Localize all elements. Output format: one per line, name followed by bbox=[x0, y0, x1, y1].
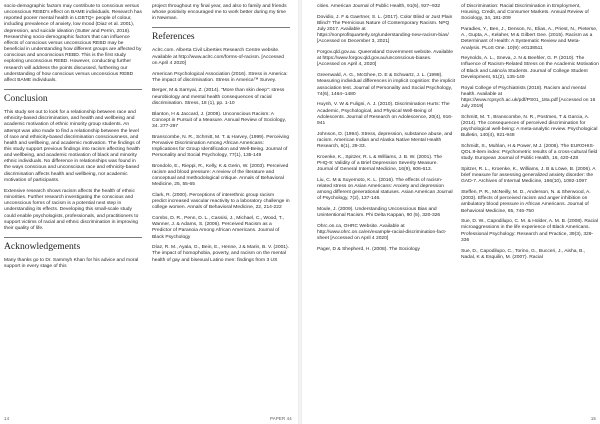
acknowledgements-continued: project throughout my final year, and also to family and friends whose positivity encouraged me to work better during my time in Newman. bbox=[152, 4, 287, 22]
reference-entry: American Psychological Association (2016). Stress in America: The impact of discrimination. Stress in America™ Survey. bbox=[152, 71, 288, 83]
acknowledgements-text: Many thanks go to Dr. Sammyh Khan for his advice and moral support in every stage of this bbox=[4, 258, 139, 270]
reference-entry: Forgov.qld.gov.au. Queensland Government website. Available at https://www.forgov.qld.gov.au/unconscious-biases. [Accessed on April 4, 2020] bbox=[317, 50, 453, 68]
reference-entry: Combs, D. R., Penn, D. L., Cassisi, J., Michael, C., Wood, T., Wanner, J. & Adams, S. (2006). Perceived Racism as a Predictor of Paranoia Among African Americans. Journal of Black Psychology bbox=[152, 216, 284, 240]
reference-entry: Royal College of Psychiatrists (2018). Racism and mental health. Available at https://www.rcpsych.ac.uk/pdf/PS01_18a.pdf [Accessed on 16 July 2019] bbox=[461, 85, 596, 109]
reference-entry: of Discrimination: Racial Discrimination in Employment, Housing, Credit, and Consumer Markets. Annual Review of Sociology, 34, 181-209 bbox=[461, 4, 589, 22]
reference-entry: Schmidt, S., Muhlan, H & Power, M.J. (2006). The EUROHIS-QOL 8-item index: Psychometric results of a cross-cultural field study. European Journal of Public Health, 16, 420-428 bbox=[461, 143, 598, 162]
page-number: 14 bbox=[4, 416, 10, 421]
reference-entry: Branscombe, N. R., Schmitt, M. T. & Harvey, (1999). Perceiving Pervasive Discrimination Among African Americans: Implications for Group Identification and Well-Being. Journal of Personality and Social Psychology, 77(1), 135-149 bbox=[152, 134, 290, 159]
reference-entry: Moule, J. (2009). Understanding Unconscious Bias and Unintentional Racism. Phi Delta Kappan, 90 (5), 320-326 bbox=[317, 206, 441, 219]
reference-entry: Berger, M & Sarnyai, Z. (2014). “More than skin deep”: stress neurobiology and mental health consequences of racial discrimination. Stress, 18 (1), pp. 1-10 bbox=[152, 88, 285, 106]
running-footer: PAPER 44 bbox=[270, 416, 292, 421]
reference-entry: cities. American Journal of Public Health, 91(6), 927–932 bbox=[317, 4, 441, 9]
reference-entry: Huynh, V. W & Fuligni, A. J. (2010). Discrimination Hurts: The Academic, Psychological, and Physical Well-Being of Adolescents. Journal of Research on Adolescence, 20(4), 916-941 bbox=[317, 102, 453, 126]
left-column bbox=[4, 4, 142, 275]
reference-entry: Greenwald, A. G., McGhee, D. E & Schwartz, J. L. (1998). Measuring individual differences in implicit cognition: the implicit association test. Journal of Personality and Social Psychology, 74(6), 1464–1480 bbox=[317, 73, 456, 97]
section-divider bbox=[4, 89, 142, 90]
reference-entry: Sue, D., Capodilupo, C., Torino, G., Bucceri, J., Aisha, B., Nadal, K & Esquilin, M. (2007). Racial bbox=[461, 248, 586, 260]
right-column bbox=[152, 4, 290, 268]
left-column bbox=[317, 4, 455, 258]
reference-entry: Pager, D & Shepherd, H. (2008). The Sociology bbox=[317, 246, 420, 252]
references-heading: References bbox=[152, 31, 195, 43]
reference-list bbox=[461, 4, 599, 261]
section-divider bbox=[152, 27, 290, 28]
reference-entry: Johnson, D. (1994). Stress, depression, substance abuse, and racism. American Indian and Alaska Native Mental Health Research, 6(1), 29-33. bbox=[317, 131, 453, 149]
reference-entry: Reynolds, A. L., Sneva, J. N & Beehler, G. P. (2010). The Influence of Racism-Related Stress on the Academic Motivation of Black and Latino/a Students. Journal of College Student Development, 51(2), 135-149 bbox=[461, 56, 599, 80]
reference-entry: Sue, D. W., Capodilupo, C. M. & Holder, A. M. B. (2008). Racial microaggressions in the life experience of Black Americans. Professional Psychology: Research and Practice, 39(3), 329-336 bbox=[461, 219, 598, 243]
reference-entry: Díaz, R. M., Ayala, G., Bein, E., Henne, J & Marin, B. V. (2001). The impact of homophobia, poverty, and racism on the mental health of gay and bisexual Latino men: findings from 3 US bbox=[152, 245, 289, 263]
acknowledgements-heading: Acknowledgements bbox=[4, 241, 81, 252]
reference-entry: Spitzer, R. L., Kroenke, K., Williams, J. B & Löwe, B. (2006). A brief measure for assessing generalized anxiety disorder: the GAD-7. Archives of Internal Medicine, 166(10), 1092-1097 bbox=[461, 167, 596, 185]
reference-entry: Paradies, Y., Ben, J., Denson, N., Elias, A., Priest, N., Pieterse, A., Gupta, A., Kelaher, M & Gilbert Gee. (2015). Racism as a Determinant of Health: A Systematic Review and Meta-Analysis. PLoS One. 10(9): e0138511 bbox=[461, 27, 598, 51]
reference-entry: Schmitt, M. T., Branscombe, N. R., Postmes, T & Garcia, A. (2014). The consequences of perceived discrimination for psychological well-being: A meta-analytic review. Psychological Bulletin, 140(4), 921-948 bbox=[461, 114, 598, 139]
page-number: 15 bbox=[590, 416, 596, 421]
intro-paragraph: socio-demographic factors may contribute to conscious versus unconscious REBD’s effect on BAME individuals. Research has reported poorer mental health in LGBTQ+ people of colour, including prevalence of anxiety, low mood (Diaz et al. 2001), depression, and suicide ideation (Sutter and Perrin, 2016). Researching socio-demographic factors that can influence effects of conscious versus unconscious REBD may be beneficial in understanding how different groups are affected by conscious and unconscious REBD. This is the first study exploring unconscious REBD. However, conducting further research will address the points discussed, furthering our understanding of how conscious versus unconscious REBD affect BAME individuals. bbox=[4, 4, 142, 83]
left-page bbox=[0, 0, 298, 424]
reference-entry: Aclrc.com. Alberta Civil Liberties Research Centre website. Available at http://www.aclrc.com/forms-of-racism. [Accessed on April 4 2020] bbox=[152, 48, 284, 66]
reference-list bbox=[317, 4, 455, 253]
section-divider bbox=[4, 237, 142, 238]
reference-entry: Dovidio, J. F & Gaertner, S. L. (2017). Color Blind or Just Plain Blind? The Pernicious Nature of Contemporary Racism. NPQ July 2017. Available at https://nonprofitquarterly.org/understanding-new-racism-bias/ [Accessed on December 3, 2021] bbox=[317, 14, 453, 45]
reference-list bbox=[152, 48, 290, 263]
conclusion-paragraph: This study set out to look for a relationship between race and ethnicity-based discrimination, and health and wellbeing and academic motivation of ethnic minority group students. An attempt was also made to find a relationship between the level of race and ethnicity-based discrimination consciousness, and health and wellbeing, and academic motivation. The findings of this study support previous findings into racism affecting health and wellbeing, and academic motivation of black and minority ethnic individuals. No difference in relationships was found in the ways conscious and unconscious race and ethnicity-based discrimination affects health and wellbeing, nor academic motivation of participants. bbox=[4, 110, 141, 183]
reference-entry: Clark, R. (2000). Perceptions of interethnic group racism predict increased vascular reactivity to a laboratory challenge in college women. Annals of Behavioral Medicine, 22, 214-222 bbox=[152, 193, 290, 211]
reference-entry: Steffen, P. R., McNeilly, M. D., Anderson, N. & Sherwood, A. (2003). Effects of perceived racism and anger inhibition on ambulatory blood pressure in African Americans. Journal of Behavioral Medicine, 65, 746-750 bbox=[461, 190, 591, 214]
conclusion-paragraph: Extensive research shows racism affects the health of ethnic minorities. Further research investigating the conscious and unconscious forms of racism is a potential next step in understanding its effects. Developing this small-scale study could enable psychologists, professionals, and practitioners to support victims of racial and ethnic discrimination in improving their quality of life. bbox=[4, 188, 139, 231]
conclusion-heading: Conclusion bbox=[4, 93, 48, 105]
right-page bbox=[302, 0, 600, 424]
reference-entry: Kroenke, K., Spitzer, R. L & Williams, J. B. W. (2001). The PHQ-9: Validity of a Brief Depression Severity Measure. Journal of General Internal Medicine, 16(9), 606-613. bbox=[317, 154, 443, 172]
reference-entry: Liu, C. M & Suyemoto, K. L. (2016). The effects of racism-related stress on Asian Americans: Anxiety and depression among different generational statuses. Asian American Journal of Psychology, 7(2), 137-146. bbox=[317, 177, 453, 202]
right-column bbox=[461, 4, 599, 265]
reference-entry: Brondolo, E., Rieppi, R., Kelly, K & Gerin, W. (2003). Perceived racism and blood pressure: A review of the literature and conceptual and methodological critique. Annals of Behavioral Medicine, 25, 55-65 bbox=[152, 163, 289, 188]
reference-entry: Blanton, H & Jaccard, J. (2008). Unconscious Racism: A Concept in Pursuit of a Measure. Annual Review of Sociology, 34. 277-297 bbox=[152, 111, 286, 129]
reference-entry: Ohrc.on.ca, OHRC Website. Available at http://www.ohrc.on.ca/en/example-racial-discrimination-fact-sheet [Accessed on April 4 2020] bbox=[317, 223, 447, 242]
